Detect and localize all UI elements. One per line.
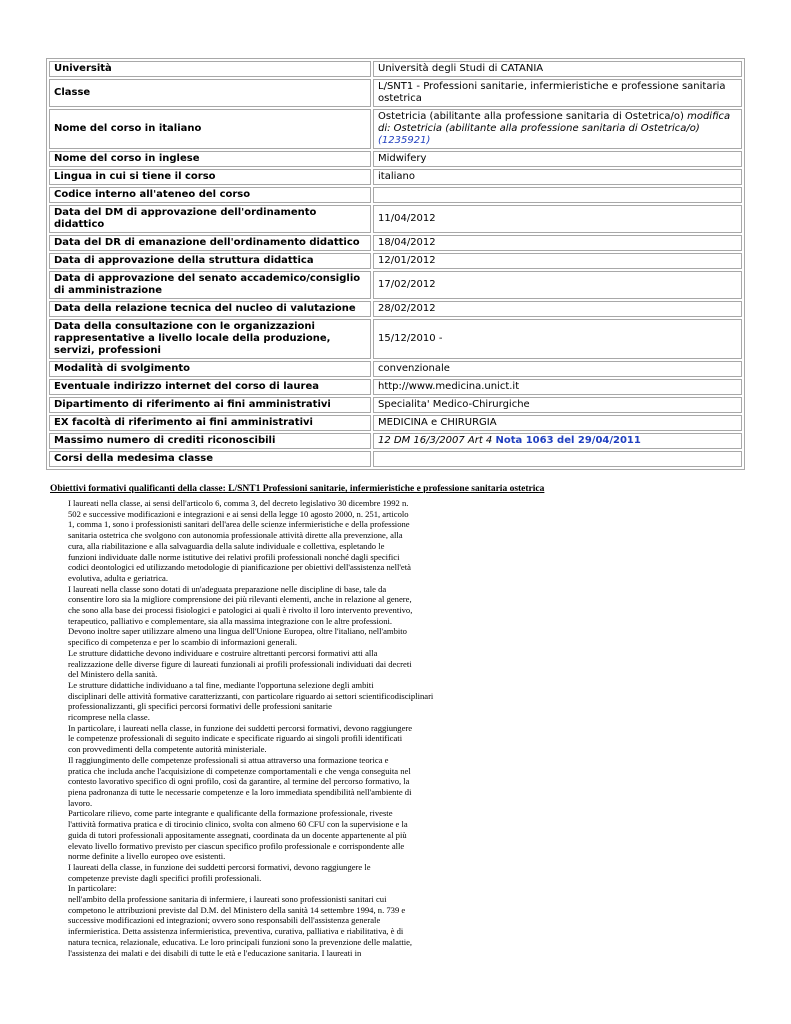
body-line: ricomprese nella classe. bbox=[68, 712, 150, 723]
row-label: Data della relazione tecnica del nucleo di valutazione bbox=[49, 301, 371, 317]
body-line: piena padronanza di tutte le necessarie competenze e la loro immediata spendibilità nell'ambiente di bbox=[68, 786, 412, 797]
credits-reference: 12 DM 16/3/2007 Art 4 bbox=[378, 435, 493, 446]
body-line: I laureati nella classe, ai sensi dell'articolo 6, comma 3, del decreto legislativo 30 dicembre 1992 n. bbox=[68, 498, 409, 508]
row-value: 15/12/2010 - bbox=[373, 319, 742, 359]
table-row bbox=[49, 151, 742, 167]
row-label: Corsi della medesima classe bbox=[49, 451, 371, 467]
row-label: Data di approvazione della struttura didattica bbox=[49, 253, 371, 269]
row-value: Specialita' Medico-Chirurgiche bbox=[373, 397, 742, 413]
body-line: 1, comma 1, sono i professionisti sanitari dell'area delle scienze infermieristiche e della professione bbox=[68, 519, 410, 530]
body-line: evolutiva, adulta e geriatrica. bbox=[68, 572, 168, 583]
body-line: In particolare, i laureati nella classe, in funzione dei suddetti percorsi formativi, devono raggiungere bbox=[68, 722, 413, 733]
row-value: L/SNT1 - Professioni sanitarie, infermieristiche e professione sanitaria ostetrica bbox=[373, 79, 742, 107]
row-value: 11/04/2012 bbox=[373, 205, 742, 233]
course-name-it: Ostetricia (abilitante alla professione sanitaria di Ostetrica/o) bbox=[378, 111, 684, 122]
row-label: Data del DR di emanazione dell'ordinamento didattico bbox=[49, 235, 371, 251]
row-value: 18/04/2012 bbox=[373, 235, 742, 251]
row-value bbox=[373, 433, 742, 449]
table-row bbox=[49, 205, 742, 233]
objectives-body bbox=[68, 498, 750, 958]
table-row bbox=[49, 379, 742, 395]
table-row bbox=[49, 271, 742, 299]
row-label: EX facoltà di riferimento ai fini amministrativi bbox=[49, 415, 371, 431]
row-label: Eventuale indirizzo internet del corso di laurea bbox=[49, 379, 371, 395]
table-row bbox=[49, 187, 742, 203]
body-line: competono le attribuzioni previste dal D.M. del Ministero della sanità 14 settembre 1994, n. 739 e bbox=[68, 904, 406, 915]
row-value: convenzionale bbox=[373, 361, 742, 377]
table-row bbox=[49, 253, 742, 269]
body-line: natura tecnica, relazionale, educativa. Le loro principali funzioni sono la prevenzione delle malattie, bbox=[68, 936, 413, 947]
row-value: MEDICINA e CHIRURGIA bbox=[373, 415, 742, 431]
row-label: Nome del corso in inglese bbox=[49, 151, 371, 167]
row-label: Lingua in cui si tiene il corso bbox=[49, 169, 371, 185]
table-row bbox=[49, 235, 742, 251]
body-line: pratica che includa anche l'acquisizione di competenze comportamentali e che venga conseguita nel bbox=[68, 765, 411, 776]
body-line: 502 e successive modificazioni e integrazioni e ai sensi della legge 10 agosto 2000, n. 251, articolo bbox=[68, 508, 409, 519]
body-line: del Ministero della sanità. bbox=[68, 669, 158, 680]
body-line: I laureati nella classe sono dotati di un'adeguata preparazione nelle discipline di base, tale da bbox=[68, 583, 387, 594]
course-code-link[interactable]: (1235921) bbox=[378, 135, 431, 146]
row-label: Università bbox=[49, 61, 371, 77]
body-line: codici deontologici ed utilizzando metodologie di pianificazione per obiettivi dell'assistenza nell'età bbox=[68, 562, 411, 573]
body-line: l'attività formativa pratica e di tirocinio clinico, svolta con almeno 60 CFU con la supervisione e la bbox=[68, 819, 408, 830]
body-line: infermieristica. Detta assistenza infermieristica, preventiva, curativa, palliativa e riabilitativa, è di bbox=[68, 926, 404, 937]
row-label: Modalità di svolgimento bbox=[49, 361, 371, 377]
body-line: lavoro. bbox=[68, 797, 93, 808]
row-label: Codice interno all'ateneo del corso bbox=[49, 187, 371, 203]
row-label: Data della consultazione con le organizzazioni rappresentative a livello locale della produzione, servizi, professioni bbox=[49, 319, 371, 359]
body-line: I laureati della classe, in funzione dei suddetti percorsi formativi, devono raggiungere le bbox=[68, 861, 371, 872]
row-value: 28/02/2012 bbox=[373, 301, 742, 317]
table-row bbox=[49, 319, 742, 359]
row-value: italiano bbox=[373, 169, 742, 185]
table-row bbox=[49, 361, 742, 377]
row-value bbox=[373, 451, 742, 467]
body-line: realizzazione delle diverse figure di laureati funzionali ai profili professionali individuati dai decreti bbox=[68, 658, 412, 669]
body-line: Particolare rilievo, come parte integrante e qualificante della formazione professionale, riveste bbox=[68, 808, 393, 819]
body-line: Il raggiungimento delle competenze professionali si attua attraverso una formazione teorica e bbox=[68, 754, 389, 765]
body-line: funzioni individuate dalle norme istitutive dei relativi profili professionali nonché dagli specifici bbox=[68, 551, 400, 562]
table-row bbox=[49, 451, 742, 467]
row-label: Dipartimento di riferimento ai fini amministrativi bbox=[49, 397, 371, 413]
body-line: con provvedimenti della competente autorità ministeriale. bbox=[68, 744, 267, 755]
row-value: 12/01/2012 bbox=[373, 253, 742, 269]
table-row bbox=[49, 169, 742, 185]
row-value: 17/02/2012 bbox=[373, 271, 742, 299]
table-row bbox=[49, 61, 742, 77]
course-info-table bbox=[46, 58, 745, 470]
body-line: elevato livello formativo previsto per ciascun specifico profilo professionale e corrispondente alle bbox=[68, 840, 405, 851]
row-value: Midwifery bbox=[373, 151, 742, 167]
table-row bbox=[49, 415, 742, 431]
body-line: Devono inoltre saper utilizzare almeno una lingua dell'Unione Europea, oltre l'italiano, nell'ambito bbox=[68, 626, 407, 637]
body-line: Le strutture didattiche devono individuare e costruire altrettanti percorsi formativi atti alla bbox=[68, 647, 378, 658]
body-line: l'assistenza dei malati e dei disabili di tutte le età e l'educazione sanitaria. I laureati in bbox=[68, 947, 362, 958]
body-line: guida di tutori professionali appositamente assegnati, coordinata da un docente appartenente al più bbox=[68, 829, 407, 840]
section-title: Obiettivi formativi qualificanti della classe: L/SNT1 Professioni sanitarie, infermieristiche e professione sanitaria ostetrica bbox=[50, 484, 545, 494]
row-value bbox=[373, 187, 742, 203]
table-row bbox=[49, 301, 742, 317]
body-line: sanitaria ostetrica che svolgono con autonomia professionale attività dirette alla prevenzione, alla bbox=[68, 530, 403, 541]
credits-note-link[interactable]: Nota 1063 del 29/04/2011 bbox=[495, 435, 641, 446]
table-row bbox=[49, 109, 742, 149]
body-line: nell'ambito della professione sanitaria di infermiere, i laureati sono professionisti sanitari cui bbox=[68, 894, 387, 905]
table-row bbox=[49, 397, 742, 413]
body-line: specifico di competenza e per lo scambio di informazioni generali. bbox=[68, 637, 298, 648]
row-label: Massimo numero di crediti riconoscibili bbox=[49, 433, 371, 449]
body-line: cura, alla riabilitazione e alla salvaguardia della salute individuale e collettiva, espletando le bbox=[68, 540, 385, 551]
body-line: norme definite a livello europeo ove esistenti. bbox=[68, 851, 226, 862]
table-row bbox=[49, 433, 742, 449]
body-line: Le strutture didattiche individuano a tal fine, mediante l'opportuna selezione degli ambiti bbox=[68, 679, 374, 690]
row-label: Data di approvazione del senato accademico/consiglio di amministrazione bbox=[49, 271, 371, 299]
row-label: Nome del corso in italiano bbox=[49, 109, 371, 149]
row-value[interactable]: http://www.medicina.unict.it bbox=[373, 379, 742, 395]
body-line: contesto lavorativo specifico di ogni profilo, così da garantire, al termine del percorso formativo, la bbox=[68, 776, 410, 787]
objectives-section bbox=[50, 484, 750, 958]
row-value bbox=[373, 109, 742, 149]
table-row bbox=[49, 79, 742, 107]
body-line: competenze previste dagli specifici profili professionali. bbox=[68, 872, 262, 883]
row-label: Classe bbox=[49, 79, 371, 107]
row-value: Università degli Studi di CATANIA bbox=[373, 61, 742, 77]
body-line: successive modificazioni ed integrazioni; ovvero sono responsabili dell'assistenza generale bbox=[68, 915, 381, 926]
body-line: le competenze professionali di seguito indicate e specificate riguardo ai singoli profili identificati bbox=[68, 733, 403, 744]
body-line: professionalizzanti, gli specifici percorsi formativi delle professioni sanitarie bbox=[68, 701, 332, 712]
body-line: disciplinari delle attività formative caratterizzanti, con particolare riguardo ai settori scientificodisciplinari bbox=[68, 690, 434, 701]
body-line: terapeutico, palliativo e complementare, sia alla massima integrazione con le altre professioni. bbox=[68, 615, 393, 626]
body-line: consentire loro sia la migliore comprensione dei più rilevanti elementi, anche in relazione al genere, bbox=[68, 594, 412, 605]
body-line: In particolare: bbox=[68, 883, 117, 894]
body-line: che sono alla base dei processi fisiologici e patologici ai quali è rivolto il loro intervento preventivo, bbox=[68, 605, 413, 616]
course-modification-note: modifica di: Ostetricia (abilitante alla professione sanitaria di Ostetrica/o) bbox=[378, 111, 731, 134]
row-label: Data del DM di approvazione dell'ordinamento didattico bbox=[49, 205, 371, 233]
